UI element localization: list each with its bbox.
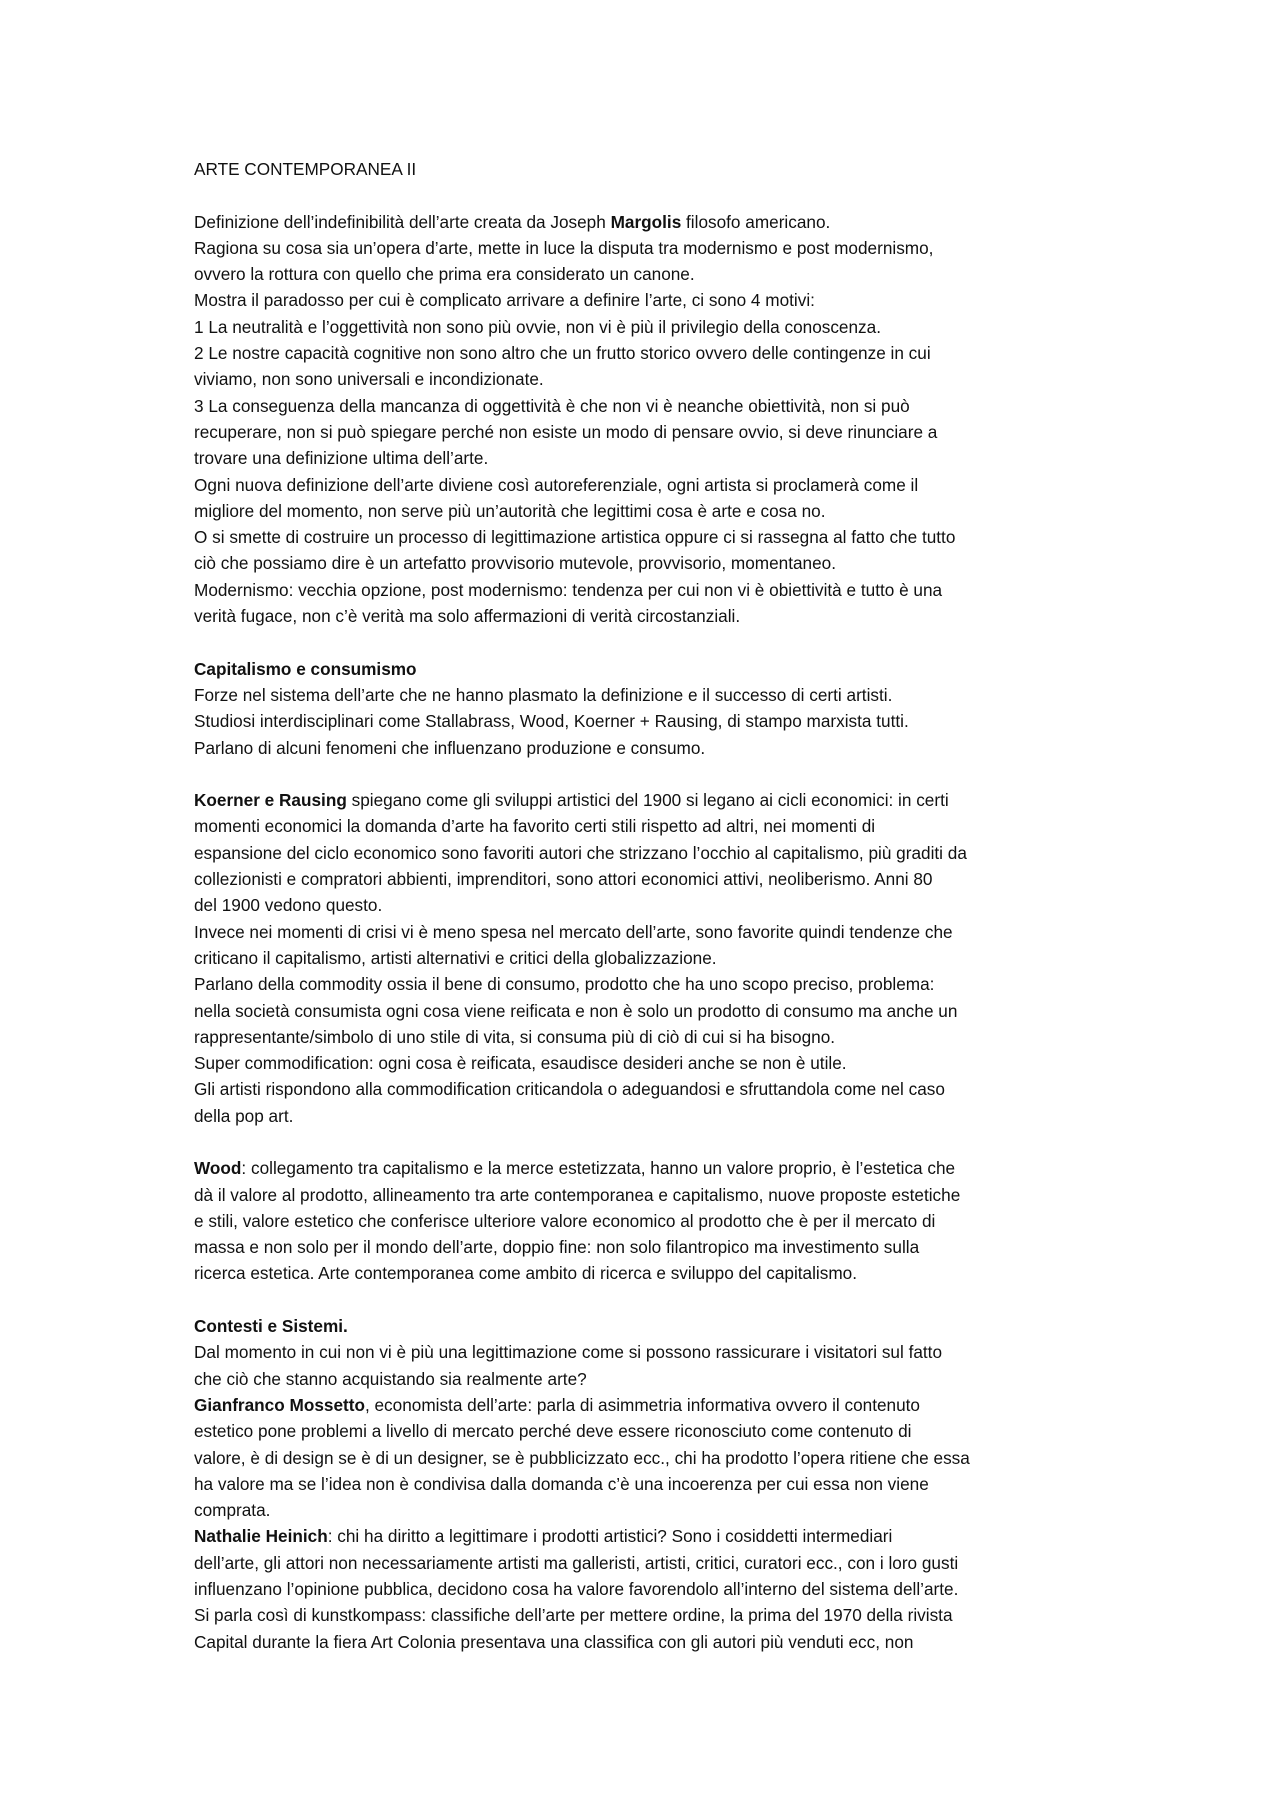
document-title: ARTE CONTEMPORANEA II (194, 159, 417, 179)
intro-line: trovare una definizione ultima dell’arte. (194, 448, 489, 469)
wood-line-1 (194, 1155, 1094, 1181)
koerner-name: Koerner e Rausing (194, 790, 347, 811)
mossetto-text: , economista dell’arte: parla di asimmetria informativa ovvero il contenuto (364, 1394, 920, 1415)
intro-line: Ragiona su cosa sia un’opera d’arte, mette in luce la disputa tra modernismo e post modernismo, (194, 237, 934, 258)
mossetto-name: Gianfranco Mossetto (194, 1394, 365, 1415)
section-heading-contesti (194, 1313, 1094, 1339)
koerner-line: espansione del ciclo economico sono favoriti autori che strizzano l’occhio al capitalismo, più graditi da (194, 842, 967, 863)
capitalismo-line: Parlano di alcuni fenomeni che influenzano produzione e consumo. (194, 737, 706, 758)
intro-line: Modernismo: vecchia opzione, post modernismo: tendenza per cui non vi è obiettività e tutto è una (194, 579, 943, 600)
wood-line: massa e non solo per il mondo dell’arte, doppio fine: non solo filantropico ma investimento sulla (194, 1237, 920, 1258)
koerner-line-1 (194, 787, 1094, 813)
intro-line: Ogni nuova definizione dell’arte diviene così autoreferenziale, ogni artista si proclamerà come il (194, 474, 919, 495)
heinich-line: influenzano l’opinione pubblica, decidono cosa ha valore favorendolo all’interno del sistema dell’arte. (194, 1579, 959, 1600)
koerner-text: spiegano come gli sviluppi artistici del 1900 si legano ai cicli economici: in certi (346, 790, 949, 811)
wood-line: dà il valore al prodotto, allineamento tra arte contemporanea e capitalismo, nuove proposte estetiche (194, 1184, 961, 1205)
mossetto-line: estetico pone problemi a livello di mercato perché deve essere riconosciuto come contenuto di (194, 1421, 912, 1442)
koerner-line: collezionisti e compratori abbienti, imprenditori, sono attori economici attivi, neoliberismo. Anni 80 (194, 869, 933, 890)
intro-line: O si smette di costruire un processo di legittimazione artistica oppure ci si rassegna al fatto che tutto (194, 527, 956, 548)
blank-line (194, 1287, 1094, 1313)
blank-line (194, 1129, 1094, 1155)
section-heading-capitalismo (194, 656, 1094, 682)
heading-text: Capitalismo e consumismo (194, 658, 417, 679)
intro-line: 1 La neutralità e l’oggettività non sono più ovvie, non vi è più il privilegio della conoscenza. (194, 316, 881, 337)
capitalismo-line: Studiosi interdisciplinari come Stallabrass, Wood, Koerner + Rausing, di stampo marxista tutti. (194, 711, 909, 732)
intro-line: verità fugace, non c’è verità ma solo affermazioni di verità circostanziali. (194, 606, 741, 627)
intro-line: migliore del momento, non serve più un’autorità che legittimi cosa è arte e cosa no. (194, 500, 826, 521)
heinich-line: dell’arte, gli attori non necessariamente artisti ma galleristi, artisti, critici, curatori ecc., con i loro gusti (194, 1552, 959, 1573)
intro-line: 3 La conseguenza della mancanza di oggettività è che non vi è neanche obiettività, non si può (194, 395, 910, 416)
intro-line: ciò che possiamo dire è un artefatto provvisorio mutevole, provvisorio, momentaneo. (194, 553, 836, 574)
intro-line: 2 Le nostre capacità cognitive non sono altro che un frutto storico ovvero delle contingenze in cui (194, 343, 931, 364)
koerner-line: della pop art. (194, 1105, 294, 1126)
intro-line: viviamo, non sono universali e incondizionate. (194, 369, 544, 390)
koerner-line: Invece nei momenti di crisi vi è meno spesa nel mercato dell’arte, sono favorite quindi tendenze che (194, 921, 953, 942)
koerner-line: Super commodification: ogni cosa è reificata, esaudisce desideri anche se non è utile. (194, 1053, 847, 1074)
document-body (194, 156, 1094, 1655)
koerner-line: del 1900 vedono questo. (194, 895, 383, 916)
koerner-line: rappresentante/simbolo di uno stile di vita, si consuma più di ciò di cui si ha bisogno. (194, 1026, 836, 1047)
wood-name: Wood (194, 1158, 242, 1179)
wood-line: ricerca estetica. Arte contemporanea come ambito di ricerca e sviluppo del capitalismo. (194, 1263, 857, 1284)
blank-line (194, 629, 1094, 655)
blank-line (194, 182, 1094, 208)
heading-text: Contesti e Sistemi. (194, 1316, 348, 1337)
wood-line: e stili, valore estetico che conferisce ulteriore valore economico al prodotto che è per il mercato di (194, 1210, 936, 1231)
mossetto-line: comprata. (194, 1500, 271, 1521)
intro-line-1 (194, 209, 1094, 235)
koerner-line: Gli artisti rispondono alla commodification criticandola o adeguandosi e sfruttandola come nel caso (194, 1079, 945, 1100)
mossetto-line-1 (194, 1392, 1094, 1418)
koerner-line: Parlano della commodity ossia il bene di consumo, prodotto che ha uno scopo preciso, problema: (194, 974, 935, 995)
blank-line (194, 761, 1094, 787)
heinich-text: : chi ha diritto a legittimare i prodotti artistici? Sono i cosiddetti intermediari (327, 1526, 893, 1547)
koerner-line: criticano il capitalismo, artisti alternativi e critici della globalizzazione. (194, 947, 717, 968)
contesti-line: Dal momento in cui non vi è più una legittimazione come si possono rassicurare i visitatori sul fatto (194, 1342, 943, 1363)
wood-text: : collegamento tra capitalismo e la merce estetizzata, hanno un valore proprio, è l’estetica che (241, 1158, 956, 1179)
mossetto-line: ha valore ma se l’idea non è condivisa dalla domanda c’è una incoerenza per cui essa non viene (194, 1473, 929, 1494)
intro-line: ovvero la rottura con quello che prima era considerato un canone. (194, 264, 695, 285)
heinich-name: Nathalie Heinich (194, 1526, 328, 1547)
koerner-line: momenti economici la domanda d’arte ha favorito certi stili rispetto ad altri, nei momenti di (194, 816, 876, 837)
mossetto-line: valore, è di design se è di un designer, se è pubblicizzato ecc., chi ha prodotto l’opera ritiene che essa (194, 1447, 970, 1468)
margolis-name: Margolis (610, 211, 682, 232)
contesti-line: che ciò che stanno acquistando sia realmente arte? (194, 1368, 587, 1389)
intro-text: filosofo americano. (681, 211, 831, 232)
intro-text: Definizione dell’indefinibilità dell’arte creata da Joseph (194, 211, 611, 232)
intro-line: recuperare, non si può spiegare perché non esiste un modo di pensare ovvio, si deve rinunciare a (194, 421, 938, 442)
capitalismo-line: Forze nel sistema dell’arte che ne hanno plasmato la definizione e il successo di certi artisti. (194, 684, 893, 705)
heinich-line-1 (194, 1523, 1094, 1549)
koerner-line: nella società consumista ogni cosa viene reificata e non è solo un prodotto di consumo ma anche un (194, 1000, 958, 1021)
heinich-line: Capital durante la fiera Art Colonia presentava una classifica con gli autori più venduti ecc, non (194, 1631, 914, 1652)
intro-line: Mostra il paradosso per cui è complicato arrivare a definire l’arte, ci sono 4 motivi: (194, 290, 815, 311)
heinich-line: Si parla così di kunstkompass: classifiche dell’arte per mettere ordine, la prima del 1970 della rivista (194, 1605, 953, 1626)
